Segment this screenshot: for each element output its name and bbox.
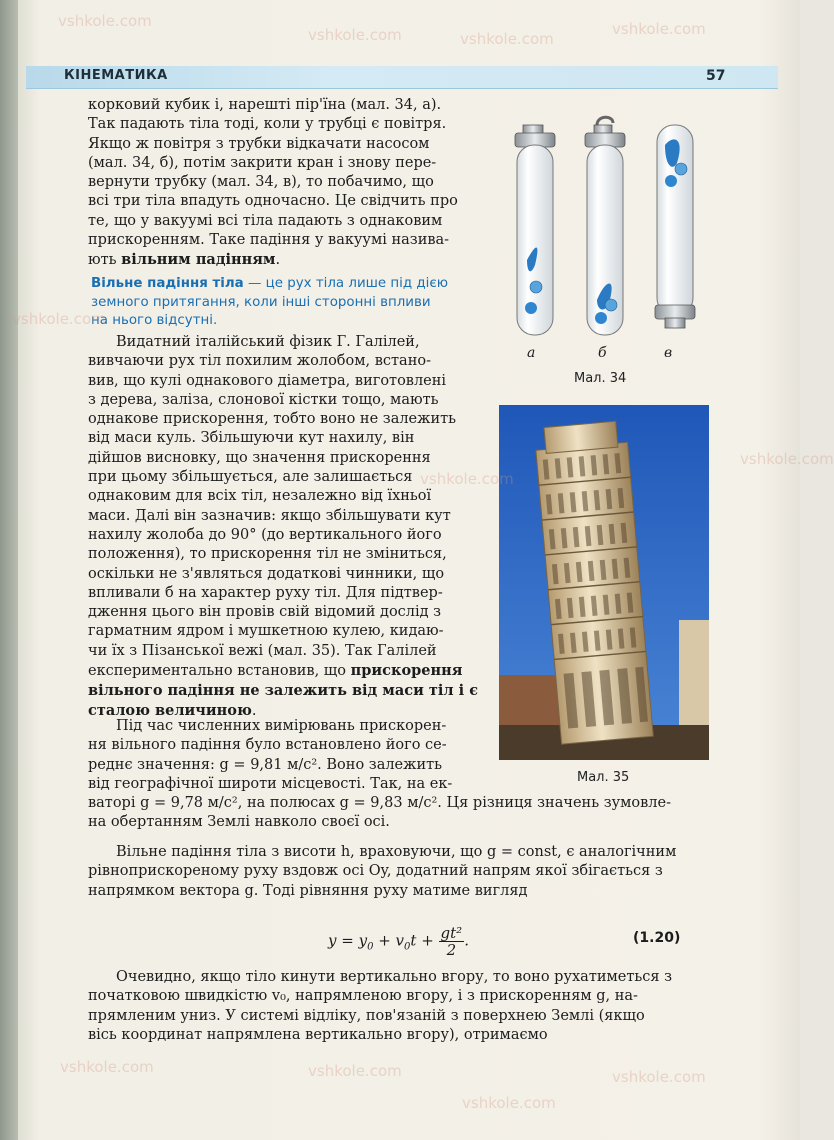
text-line: корковий кубик і, нарешті пір'їна (мал. 34, а). — [88, 97, 442, 113]
watermark: vshkole.com — [612, 1068, 706, 1086]
tube-label-a: а — [527, 345, 536, 361]
text-line: при цьому збільшується, але залишається — [88, 469, 413, 486]
text-line: від маси куль. Збільшуючи кут нахилу, він — [88, 430, 415, 447]
fraction-numerator: gt² — [440, 924, 463, 942]
text-line: дійшов висновку, що значення прискорення — [88, 449, 431, 466]
watermark: vshkole.com — [420, 470, 514, 488]
formula-subscript: 0 — [404, 941, 411, 953]
fraction — [439, 925, 465, 958]
term-free-fall: вільним падінням — [121, 251, 276, 269]
emphasis-text: сталою величиною — [88, 701, 252, 719]
text-line: реднє значення: g = 9,81 м/с². Воно залежить — [88, 756, 443, 773]
text-line: початковою швидкістю v₀, напрямленою вгору, і з прискоренням g, на- — [88, 988, 638, 1005]
definition-line — [91, 275, 481, 294]
text-line: оскільки не з'являться додаткові чинники, що — [88, 565, 445, 582]
section-title: КІНЕМАТИКА — [64, 68, 168, 83]
paragraph-vertical-throw — [88, 968, 728, 1045]
page-number: 57 — [706, 68, 726, 84]
text-line: на обертанням Землі навколо своєї осі. — [88, 814, 390, 831]
text-line: Видатний італійський фізик Г. Галілей, — [116, 334, 420, 350]
figure-35-photo — [499, 405, 709, 760]
text-line: вісь координат напрямлена вертикально вгору), отримаємо — [88, 1026, 548, 1043]
text-line: вив, що кулі однакового діаметра, виготовлені — [88, 372, 447, 389]
tube-label-b: б — [598, 345, 607, 361]
text-fragment: . — [275, 252, 281, 269]
watermark: vshkole.com — [12, 310, 106, 328]
text-line: рівноприскореному руху вздовж осі Oy, додатний напрям якої збігається з — [88, 863, 663, 880]
watermark: vshkole.com — [58, 12, 152, 30]
text-line: положення), то прискорення тіл не зміниться, — [88, 546, 447, 563]
watermark: vshkole.com — [460, 30, 554, 48]
watermark: vshkole.com — [462, 1094, 556, 1112]
text-line: Під час численних вимірювань прискорен- — [116, 718, 447, 734]
text-line: Якщо ж повітря з трубки відкачати насосом — [88, 135, 430, 152]
fraction-denominator: 2 — [446, 941, 457, 959]
tube-c — [655, 125, 695, 328]
text-line: чи їх з Пізанської вежі (мал. 35). Так Галілей — [88, 642, 437, 659]
figure-35-caption: Мал. 35 — [577, 770, 630, 785]
paragraph-tube-experiment — [88, 96, 482, 271]
formula-part: . — [464, 931, 469, 950]
text-line: гарматним ядром і мушкетною кулею, кидаю- — [88, 623, 444, 640]
text-line: вернути трубку (мал. 34, в), то побачимо, що — [88, 174, 434, 191]
tube-label-c: в — [664, 345, 673, 361]
text-line: маси. Далі він зазначив: якщо збільшувати кут — [88, 507, 451, 524]
emphasis-text: прискорення — [350, 662, 463, 680]
watermark: vshkole.com — [60, 1058, 154, 1076]
text-fragment: ють — [88, 252, 122, 269]
watermark: vshkole.com — [308, 26, 402, 44]
text-fragment: . — [251, 702, 257, 719]
text-line: від географічної широти місцевості. Так, на ек- — [88, 775, 453, 792]
text-fragment: — це рух тіла лише під дією — [243, 276, 448, 291]
text-line: напрямком вектора g. Тоді рівняння руху матиме вигляд — [88, 882, 528, 899]
text-line: впливали б на характер руху тіл. Для підтвер- — [88, 584, 443, 601]
watermark: vshkole.com — [308, 1062, 402, 1080]
definition-block — [91, 275, 481, 331]
text-line: ваторі g = 9,78 м/с², на полюсах g = 9,83 м/с². Ця різниця значень зумовле- — [88, 795, 672, 812]
text-line — [88, 661, 482, 681]
text-line — [88, 250, 482, 270]
equation-1-20 — [328, 925, 469, 958]
text-line: вивчаючи рух тіл похилим жолобом, встано- — [88, 353, 431, 370]
text-line: нахилу жолоба до 90° (до вертикального його — [88, 526, 442, 543]
formula-part: t + — [410, 931, 439, 950]
watermark: vshkole.com — [612, 20, 706, 38]
emphasis-line: вільного падіння не залежить від маси тіл і є — [88, 682, 479, 700]
paragraph-equation-intro — [88, 843, 728, 901]
text-line: Так падають тіла тоді, коли у трубці є повітря. — [88, 116, 447, 133]
text-line: ня вільного падіння було встановлено його се- — [88, 737, 447, 754]
paragraph-galileo — [88, 333, 482, 721]
text-line: однакове прискорення, тобто воно не залежить — [88, 411, 457, 428]
tube-a — [515, 125, 555, 335]
definition-line: на нього відсутні. — [91, 313, 218, 328]
text-fragment: експериментально встановив, що — [88, 663, 351, 680]
text-line: прискоренням. Таке падіння у вакуумі назива- — [88, 232, 450, 249]
text-line: Вільне падіння тіла з висоти h, враховуючи, що g = const, є аналогічним — [116, 844, 677, 860]
text-line: всі три тіла впадуть одночасно. Це свідчить про — [88, 193, 458, 210]
text-line: Очевидно, якщо тіло кинути вертикально вгору, то воно рухатиметься з — [116, 969, 673, 985]
text-line: дження цього він провів свій відомий дослід з — [88, 604, 442, 621]
formula-part: + v — [373, 931, 405, 950]
figure-34-caption: Мал. 34 — [574, 371, 627, 386]
formula-subscript: 0 — [367, 941, 374, 953]
figure-34-tubes — [505, 115, 715, 340]
definition-term: Вільне падіння тіла — [91, 276, 244, 291]
equation-number: (1.20) — [633, 930, 681, 946]
text-line: те, що у вакуумі всі тіла падають з однаковим — [88, 212, 443, 229]
text-line: (мал. 34, б), потім закрити кран і знову пере- — [88, 154, 437, 171]
tube-b — [585, 117, 625, 335]
watermark: vshkole.com — [740, 450, 834, 468]
book-spine — [0, 0, 18, 1140]
definition-line: земного притягання, коли інші сторонні впливи — [91, 294, 431, 310]
text-line: з дерева, заліза, слонової кістки тощо, мають — [88, 391, 439, 408]
text-line: однаковим для всіх тіл, незалежно від їхньої — [88, 488, 432, 505]
text-line: прямленим униз. У системі відліку, пов'язаній з поверхнею Землі (якщо — [88, 1007, 645, 1024]
formula-part: y = y — [328, 931, 368, 950]
